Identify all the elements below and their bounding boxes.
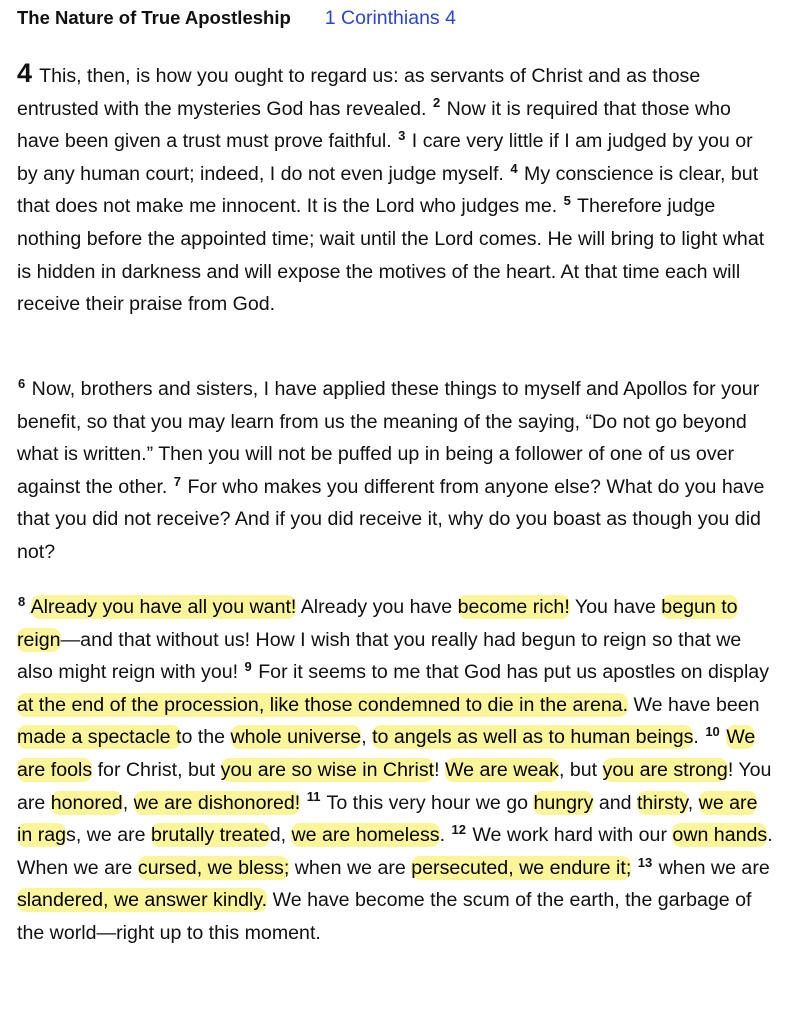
highlighted-text: cursed, we bless; — [137, 856, 290, 879]
highlighted-text: we are dishonored! — [133, 791, 301, 814]
verse-number: 12 — [451, 822, 466, 838]
verse-text: ! You are — [17, 758, 772, 814]
verse-text: . When we are — [17, 824, 773, 879]
verse-text: This, then, is how you ought to regard us: as servants of Christ and as those entrusted with the mysteries God has revealed. — [17, 65, 701, 120]
verse-number: 11 — [306, 789, 321, 805]
verse-text: d, — [269, 824, 292, 847]
highlighted-text: We are weak — [444, 758, 559, 781]
paragraph-3 — [17, 591, 773, 950]
verse-text: I care very little if I am judged by you or by any human court; indeed, I do not even judge myself. — [17, 130, 753, 185]
paragraph-1 — [17, 60, 773, 321]
verse-text: For it seems to me that God has put us apostles on display — [252, 661, 769, 684]
verse-number: 7 — [173, 473, 182, 489]
verse-number: 13 — [637, 854, 653, 870]
verse-number: 10 — [705, 724, 720, 740]
verse-text: Therefore judge nothing before the appointed time; wait until the Lord comes. He will bring to light what is hidden in darkness and will expose the motives of the heart. At that time each will receive their praise from God. — [17, 195, 765, 316]
verse-text: o the — [181, 726, 231, 749]
verse-number: 2 — [432, 95, 441, 111]
highlighted-text: thirsty — [636, 791, 688, 814]
highlighted-text: at the end of the procession, like those condemned to die in the arena. — [17, 693, 629, 716]
verse-text: We have become the scum of the earth, the garbage of the world—right up to this moment. — [17, 889, 752, 944]
verse-text: , — [361, 726, 373, 749]
highlighted-text: Already you have all you want! — [30, 596, 297, 618]
highlighted-text: whole universe — [230, 726, 362, 749]
verse-text: , — [122, 791, 134, 814]
highlighted-text: we are in rag — [17, 791, 758, 847]
verse-number: 5 — [563, 193, 571, 209]
verse-number: 6 — [18, 375, 26, 391]
verse-text: Now it is required that those who have been given a trust must prove faithful. — [17, 97, 731, 153]
chapter-number: 4 — [17, 58, 33, 88]
verse-text: when we are — [289, 856, 412, 879]
verse-text: . — [693, 726, 705, 749]
highlighted-text: own hands — [672, 824, 768, 847]
verse-text: For who makes you different from anyone else? What do you have that you did not receive? And if you did receive it, why do you boast as though you did not? — [17, 475, 765, 563]
verse-text: ! — [434, 758, 445, 781]
verse-text — [300, 792, 305, 814]
verse-text: s, we are — [66, 824, 151, 847]
verse-text: , — [687, 791, 699, 814]
verse-text: Now, brothers and sisters, I have applied these things to myself and Apollos for your benefit, so that you may learn from us the meaning of the saying, “Do not go beyond what is written.” Then you will not be puffed up in being a follower of one of us over against the other. — [17, 378, 760, 498]
verse-text — [26, 596, 30, 618]
verse-text: We have been — [628, 693, 760, 716]
highlighted-text: become rich! — [457, 596, 570, 618]
passage-header — [17, 7, 771, 35]
section-heading: The Nature of True Apostleship — [17, 7, 291, 28]
highlighted-text: to angels as well as to human beings — [372, 726, 694, 749]
highlighted-text: made a spectacle t — [17, 726, 182, 749]
highlighted-text: you are strong — [602, 758, 728, 781]
verse-text: To this very hour we go — [321, 791, 534, 814]
highlighted-text: honored — [50, 791, 123, 814]
verse-text: Already you have — [296, 596, 458, 618]
verse-text: , but — [558, 758, 603, 781]
verse-text: My conscience is clear, but that does not make me innocent. It is the Lord who judges me. — [17, 162, 759, 218]
highlighted-text: We are fools — [17, 726, 756, 781]
highlighted-text: we are homeless — [291, 824, 440, 847]
verse-number: 9 — [244, 659, 252, 675]
paragraph-2 — [17, 373, 773, 569]
verse-text: for Christ, but — [92, 758, 221, 781]
verse-text: . — [439, 824, 451, 847]
highlighted-text: begun to reign — [17, 596, 738, 651]
verse-text: —and that without us! How I wish that you really had begun to reign so that we also might reign with you! — [17, 628, 742, 684]
verse-text — [631, 857, 636, 879]
highlighted-text: persecuted, we endure it; — [411, 856, 632, 879]
chapter-reference-link[interactable]: 1 Corinthians 4 — [324, 7, 456, 29]
verse-text: You have — [569, 596, 662, 618]
highlighted-text: brutally treate — [150, 824, 270, 847]
highlighted-text: hungry — [533, 791, 594, 814]
verse-number: 8 — [18, 593, 26, 609]
verse-number: 3 — [398, 128, 406, 144]
verse-text: We work hard with our — [466, 824, 673, 847]
highlighted-text: slandered, we answer kindly. — [17, 889, 268, 912]
verse-number: 4 — [510, 160, 518, 176]
highlighted-text: you are so wise in Christ — [220, 758, 435, 781]
verse-text: and — [593, 791, 637, 814]
verse-text: when we are — [653, 856, 770, 879]
